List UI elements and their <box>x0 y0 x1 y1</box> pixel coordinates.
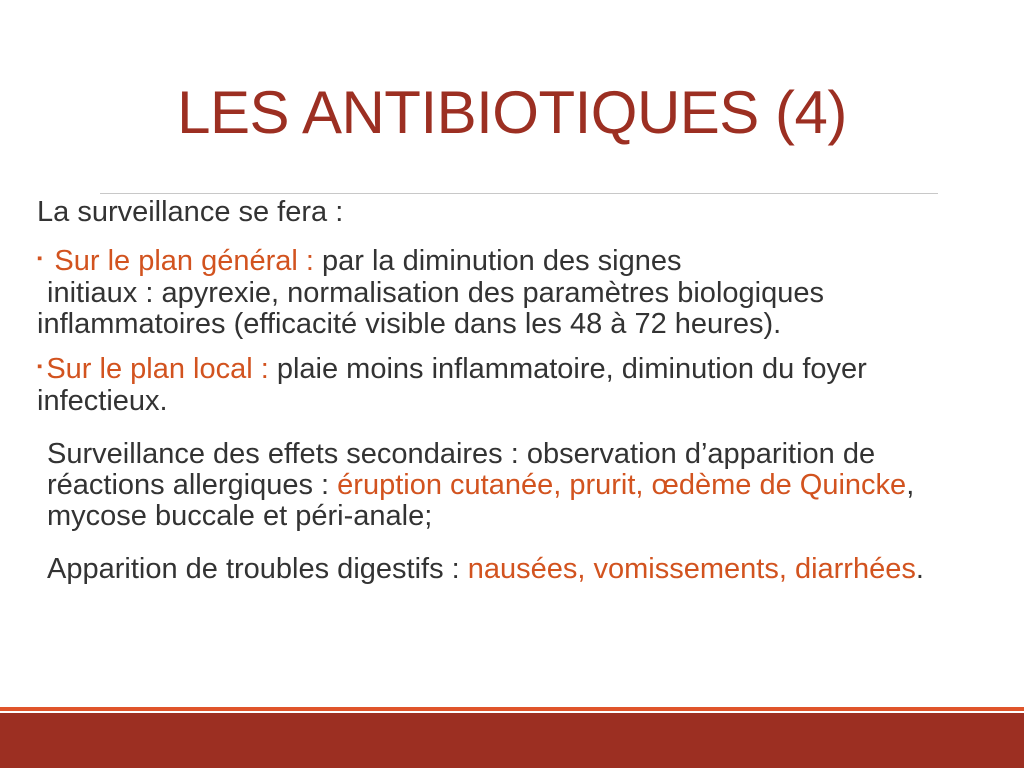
footer-band <box>0 713 1024 768</box>
general-text-rest: initiaux : apyrexie, normalisation des paramètres biologiques inflammatoires (efficacité visible dans les 48 à 72 heures). <box>37 276 824 340</box>
title-divider <box>100 193 938 194</box>
side-effects-text-end: , mycose buccale et péri-anale; <box>47 468 915 532</box>
general-label: Sur le plan général : <box>46 245 314 277</box>
footer-accent-line <box>0 707 1024 711</box>
general-text-line1: par la diminution des signes <box>313 245 682 277</box>
side-effects-text: Surveillance des effets secondaires : observation d’apparition de réactions allergiques : <box>47 437 876 501</box>
intro-text: La surveillance se fera : <box>37 196 344 228</box>
bullet-local <box>37 354 997 417</box>
slide-title: LES ANTIBIOTIQUES (4) <box>177 79 847 146</box>
square-bullet-icon: ▪ <box>37 357 43 375</box>
local-text: plaie moins inflammatoire, diminution du foyer infectieux. <box>37 352 867 417</box>
side-effects-paragraph <box>37 439 997 532</box>
bullet-general <box>37 246 997 340</box>
slide-body <box>37 197 997 585</box>
square-bullet-icon: ▪ <box>37 249 43 267</box>
digestive-paragraph <box>37 554 997 585</box>
digestive-symptoms-list: nausées, vomissements, diarrhées <box>467 552 916 585</box>
digestive-text-end: . <box>915 552 924 585</box>
local-label: Sur le plan local : <box>46 352 269 385</box>
allergic-reactions-list: éruption cutanée, prurit, œdème de Quincke <box>337 468 907 501</box>
digestive-text: Apparition de troubles digestifs : <box>47 552 468 585</box>
